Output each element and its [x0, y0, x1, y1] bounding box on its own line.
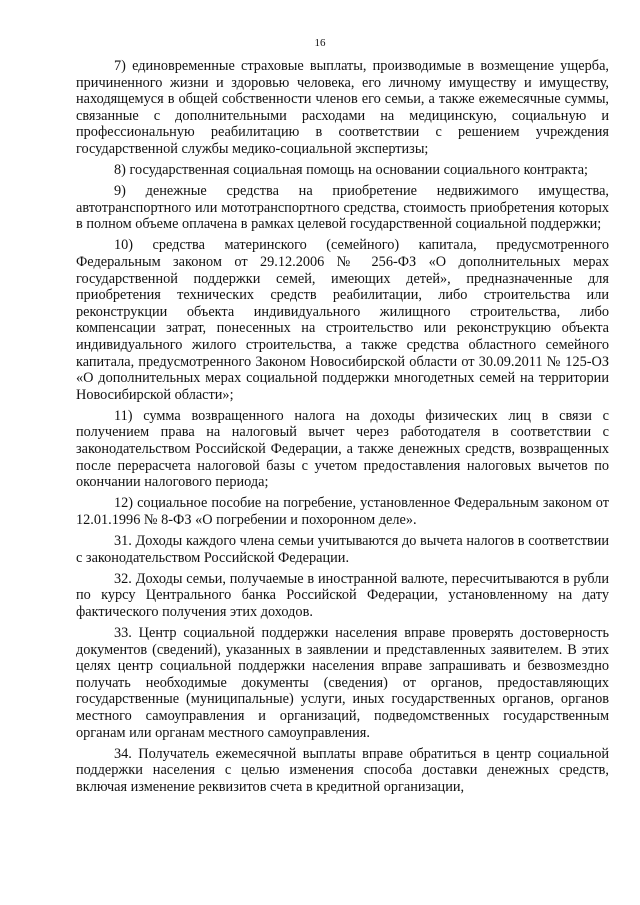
- paragraph-clause-33: 33. Центр социальной поддержки населения вправе проверять достоверность документов (сведений), указанных в заявлении и представленных заявителем. В этих целях центр социальной поддержки населения вправе запрашивать и безвозмездно получать необходимые документы (сведения) от органов, предоставляющих государственные (муниципальные) услуги, иных государственных органов, органов местного самоуправления и организаций, подведомственных государственным органам или органам местного самоуправления.: [76, 625, 609, 741]
- paragraph-item-11: 11) сумма возвращенного налога на доходы физических лиц в связи с получением права на налоговый вычет через работодателя в соответствии с законодательством Российской Федерации, а также денежных средств, возвращенных после перерасчета налоговой базы с учетом предоставления налоговых вычетов по окончании налогового периода;: [76, 407, 609, 491]
- page-number: 16: [314, 37, 326, 49]
- paragraph-item-7: 7) единовременные страховые выплаты, производимые в возмещение ущерба, причиненного жизни и здоровью человека, его личному имуществу и имуществу, находящемуся в общей собственности членов его семьи, а также ежемесячные суммы, связанные с дополнительными расходами на медицинскую, социальную и профессиональную реабилитацию в соответствии с решением учреждения государственной службы медико-социальной экспертизы;: [76, 58, 609, 157]
- paragraph-item-12: 12) социальное пособие на погребение, установленное Федеральным законом от 12.01.1996 № 8-ФЗ «О погребении и похоронном деле».: [76, 495, 609, 528]
- paragraph-item-9: 9) денежные средства на приобретение недвижимого имущества, автотранспортного или мототранспортного средства, стоимость приобретения которых в полном объеме оплачена в рамках целевой государственной социальной поддержки;: [76, 183, 609, 233]
- paragraph-clause-34: 34. Получатель ежемесячной выплаты вправе обратиться в центр социальной поддержки населения с целью изменения способа доставки денежных средств, включая изменение реквизитов счета в кредитной организации,: [76, 745, 609, 795]
- paragraph-item-8: 8) государственная социальная помощь на основании социального контракта;: [114, 162, 589, 179]
- paragraph-clause-32: 32. Доходы семьи, получаемые в иностранной валюте, пересчитываются в рубли по курсу Центрального банка Российской Федерации, установленному на дату фактического получения этих доходов.: [76, 570, 609, 620]
- paragraph-item-10: 10) средства материнского (семейного) капитала, предусмотренного Федеральным законом от 29.12.2006 № 256-ФЗ «О дополнительных мерах государственной поддержки семей, имеющих детей», предназначенные для приобретения технических средств реабилитации, либо строительства или реконструкции объекта индивидуального жилищного строительства, либо компенсации затрат, понесенных на строительство или реконструкцию объекта индивидуального жилого строительства, а также средства областного семейного капитала, предусмотренного Законом Новосибирской области от 30.09.2011 № 125-ОЗ «О дополнительных мерах социальной поддержки многодетных семей на территории Новосибирской области»;: [76, 237, 609, 403]
- paragraph-clause-31: 31. Доходы каждого члена семьи учитываются до вычета налогов в соответствии с законодательством Российской Федерации.: [76, 533, 609, 566]
- document-body: [76, 58, 609, 800]
